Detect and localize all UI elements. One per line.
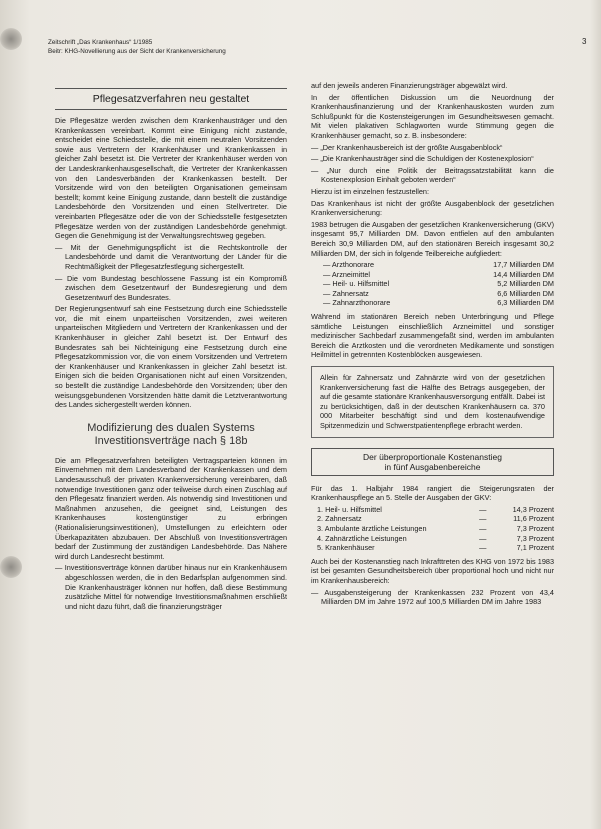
table-row: — Zahnarzthonorare 6,3 Milliarden DM	[323, 298, 554, 308]
punch-hole-middle	[0, 556, 22, 578]
bullet-item: — Investitionsverträge können darüber hinaus nur ein Krankenhäusern abgeschlossen werden, die in den Bedarfsplan aufgenommen sind. Die Krankenhausträger können nur hoffen, daß diese Bestimmung zusätzliche Mittel für notwendige Investitionsmaßnahmen erschließt und nicht dazu führt, daß die finanzierungsträger	[55, 563, 287, 611]
quote-item: — „Nur durch eine Politik der Beitragssatzstabilität kann die Kostenexplosion Einhalt geboten werden“	[311, 165, 554, 185]
paragraph: 1983 betrugen die Ausgaben der gesetzlichen Krankenversicherung (GKV) insgesamt 95,7 Milliarden DM. Davon entfielen auf den ambulanten Bereich 30,9 Milliarden DM, auf den stationären Bereich insgesamt 30,2 Milliarden DM, der sich in folgende Teilbereiche aufgliedert:	[311, 219, 554, 258]
bullet-item: — Die vom Bundestag beschlossene Fassung ist ein Kompromiß zwischen dem Gesetzentwurf der Bundesregierung und dem Gesetzentwurf des Bundesrates.	[55, 273, 287, 302]
left-column	[55, 88, 287, 613]
table-row: 4. Zahnärztliche Leistungen — 7,3 Prozent	[317, 533, 554, 543]
paragraph: Für das 1. Halbjahr 1984 rangiert die Steigerungsraten der Krankenhauspflege an 5. Stelle der Ausgaben der GKV:	[311, 483, 554, 503]
table-row: 1. Heil- u. Hilfsmittel — 14,3 Prozent	[317, 504, 554, 514]
page-number: 3	[582, 37, 587, 46]
punch-hole-top	[0, 28, 22, 50]
section-heading-pflegesatz: Pflegesatzverfahren neu gestaltet	[55, 88, 287, 110]
paragraph: Die am Pflegesatzverfahren beteiligten Vertragsparteien können im Einvernehmen mit dem Landesverband der Krankenkassen und dem Landesausschuß der privaten Krankenversicherung vereinbaren, daß notwendige Investitionen ganz oder teilweise durch einen Zuschlag auf den Pflegesatz finanziert werden. Als notwendig sind Investitionen und Maßnahmen anzusehen, die geeignet sind, Leistungen des Krankenhauses kostengünstiger zu erbringen (Rationalisierungsinvestitionen), Umstellungen zu erleichtern oder Überkapazitäten abzubauen. Der Abschluß von Investitionsverträgen bedarf der Zustimmung der zuständigen Landesbehörde. Das Nähere wird durch Landesrecht bestimmt.	[55, 455, 287, 561]
table-row: — Heil- u. Hilfsmittel 5,2 Milliarden DM	[323, 279, 554, 289]
paragraph: Das Krankenhaus ist nicht der größte Ausgabenblock der gesetzlichen Krankenversicherung:	[311, 198, 554, 218]
paragraph: Auch bei der Kostenanstieg nach Inkrafttreten des KHG von 1972 bis 1983 ist bei gesamten Gesundheitsbereich über proportional hoch und nicht nur im Krankenhausbereich:	[311, 556, 554, 585]
box-text: Allein für Zahnersatz und Zahnärzte wird von der gesetzlichen Krankenversicherung fast die Hälfte des Betrags ausgegeben, der auf die gesamte stationäre Krankenhausversorgung entfällt. Dabei ist zu berücksichtigen, daß in der deutschen Krankenhäusern ca. 370 000 Mitarbeiter beschäftigt sind und dem kostenaufwendige Spitzenmedizin und Schwerstpatientenpflege erbracht werden.	[320, 373, 545, 430]
table-row: 2. Zahnersatz — 11,6 Prozent	[317, 514, 554, 524]
ranking-table	[311, 505, 554, 553]
running-header	[48, 38, 226, 56]
table-row: 3. Ambulante ärztliche Leistungen — 7,3 Prozent	[317, 523, 554, 533]
paragraph: Der Regierungsentwurf sah eine Festsetzung durch eine Schiedsstelle vor, die mit einem unparteiischen Vorsitzenden, zwei weiteren unparteiischen Mitgliedern und Vertretern der Krankenkassen und der Krankenhäuser in gleicher Zahl besetzt ist. Der Entwurf des Bundesrates sah bei Nichteinigung eine Festsetzung durch eine Pflegesatzkommission vor, die von einem Vorsitzenden und Vertretern der Krankenhäuser und Krankenkassen in gleicher Zahl besetzt ist. Einigen sich die beiden Organisationen nicht auf einen Vorsitzenden, so bestellt die zuständige Landesbehörde den Vorsitzenden; über den weisungsgebundenen Vorsitzenden hätte damit die Letztverantwortung des Landes sichergestellt werden können.	[55, 304, 287, 410]
highlight-box	[311, 366, 554, 438]
table-row: — Arzthonorare 17,7 Milliarden DM	[323, 260, 554, 270]
table-row: — Arzneimittel 14,4 Milliarden DM	[323, 269, 554, 279]
section-heading-kostenanstieg	[311, 448, 554, 476]
section-heading-investitionsvertraege: Modifizierung des dualen Systems Investitionsverträge nach § 18b	[87, 421, 255, 447]
paragraph: Während im stationären Bereich neben Unterbringung und Pflege sämtliche Leistungen einschließlich Arzneimittel und sonstiger medizinischer Sachbedarf zusammengefaßt sind, werden im ambulanten Bereich die Arztkosten und die verordneten Medikamente und sonstigen Heilmittel in getrennten Kostenblöcken ausgewiesen.	[311, 312, 554, 360]
paragraph: Die Pflegesätze werden zwischen dem Krankenhausträger und den Krankenkassen vereinbart. Kommt eine Einigung nicht zustande, entscheidet eine Schiedsstelle, die mit einem neutralen Vorsitzenden sowie aus Vertretern der Krankenhäuser und Krankenkassen in gleicher Zahl besetzt ist. Die Vertreter der Krankenhäuser werden von der Landeskrankenhausgesellschaft, die Vertreter der Krankenkassen von den Landesverbänden der Krankenkassen bestellt. Der Vorsitzende wird von den beteiligten Organisationen gemeinsam bestellt; kommt keine Einigung zustande, dann bestellt die zuständige Landesbehörde den Vorsitzenden und einen Stellvertreter. Die vereinbarten Pflegesätze oder die von der Schiedsstelle festgesetzten Pflegesätze werden von der zuständigen Landesbehörde genehmigt. Gegen die Genehmigung ist der Verwaltungsrechtsweg gegeben.	[55, 116, 287, 241]
heading-line-1: Der überproportionale Kostenanstieg	[363, 451, 502, 462]
table-row: 5. Krankenhäuser — 7,1 Prozent	[317, 543, 554, 553]
paragraph: auf den jeweils anderen Finanzierungsträger abgewälzt wird.	[311, 81, 508, 90]
bullet-item: — Ausgabensteigerung der Krankenkassen 232 Prozent von 43,4 Milliarden DM im Jahre 1972 auf 100,5 Milliarden DM im Jahre 1983	[311, 587, 554, 607]
quote-item: — „Der Krankenhausbereich ist der größte Ausgabenblock“	[311, 142, 503, 152]
bullet-item: — Mit der Genehmigungspflicht ist die Rechtskontrolle der Landesbehörde und damit die Verantwortung der Länder für die Rechtmäßigkeit der Pflegesatzfestlegung sichergestellt.	[55, 242, 287, 271]
cost-table	[311, 260, 554, 308]
table-row: — Zahnersatz 6,6 Milliarden DM	[323, 288, 554, 298]
paragraph: In der öffentlichen Diskussion um die Neuordnung der Krankenhausfinanzierung und der Krankenhauskosten wurden zum Schlußpunkt für die Kostensteigerungen im Gesundheitswesen gemacht. Mit vielen plakativen Schlagworten wurde Stimmung gegen die Krankenhäuser gemacht, so z. B. insbesondere:	[311, 92, 554, 140]
header-line-1: Zeitschrift „Das Krankenhaus“ 1/1985	[48, 39, 153, 46]
header-line-2: Beitr: KHG-Novellierung aus der Sicht der Krankenversicherung	[48, 48, 226, 55]
heading-line-2: in fünf Ausgabenbereiche	[384, 461, 481, 472]
paragraph: Hierzu ist im einzelnen festzustellen:	[311, 186, 430, 196]
right-column	[311, 81, 554, 609]
quote-item: — „Die Krankenhausträger sind die Schuldigen der Kostenexplosion“	[311, 154, 534, 164]
